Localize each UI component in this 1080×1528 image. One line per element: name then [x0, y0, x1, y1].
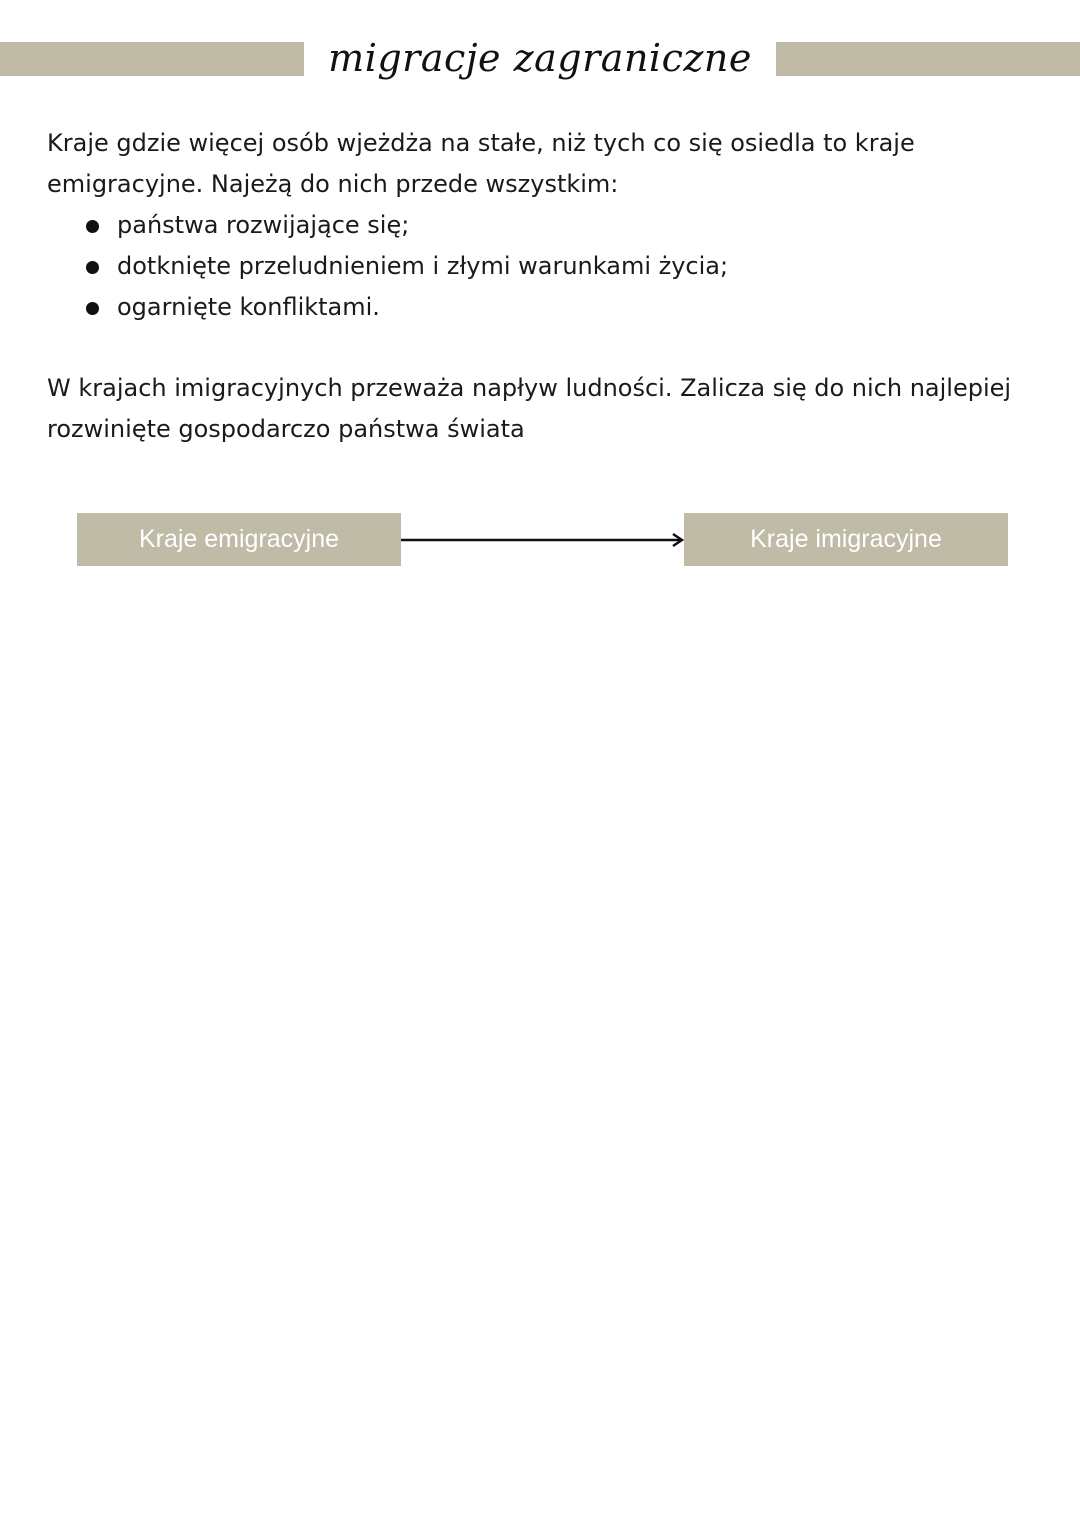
list-item-text: dotknięte przeludnieniem i złymi warunkami życia; — [117, 252, 729, 280]
bullet-icon — [86, 220, 99, 233]
bullet-list — [47, 205, 1037, 328]
list-item — [47, 287, 1037, 328]
page-title: migracje zagraniczne — [328, 36, 752, 80]
emigration-paragraph — [47, 123, 1037, 328]
immigration-countries-box: Kraje imigracyjne — [684, 513, 1008, 566]
immigration-paragraph — [47, 368, 1037, 450]
header-bar-right — [776, 42, 1080, 76]
list-item — [47, 205, 1037, 246]
arrow-right-icon — [401, 530, 684, 550]
bullet-icon — [86, 302, 99, 315]
paragraph-line: W krajach imigracyjnych przeważa napływ ludności. Zalicza się do nich najlepiej — [47, 374, 1012, 402]
paragraph-line: rozwinięte gospodarczo państwa świata — [47, 415, 525, 443]
list-item — [47, 246, 1037, 287]
paragraph-line: Kraje gdzie więcej osób wjeżdża na stałe, niż tych co się osiedla to kraje — [47, 129, 915, 157]
emigration-countries-box: Kraje emigracyjne — [77, 513, 401, 566]
list-item-text: ogarnięte konfliktami. — [117, 293, 380, 321]
bullet-icon — [86, 261, 99, 274]
paragraph-line: emigracyjne. Najeżą do nich przede wszystkim: — [47, 170, 619, 198]
header-bar-left — [0, 42, 304, 76]
list-item-text: państwa rozwijające się; — [117, 211, 410, 239]
